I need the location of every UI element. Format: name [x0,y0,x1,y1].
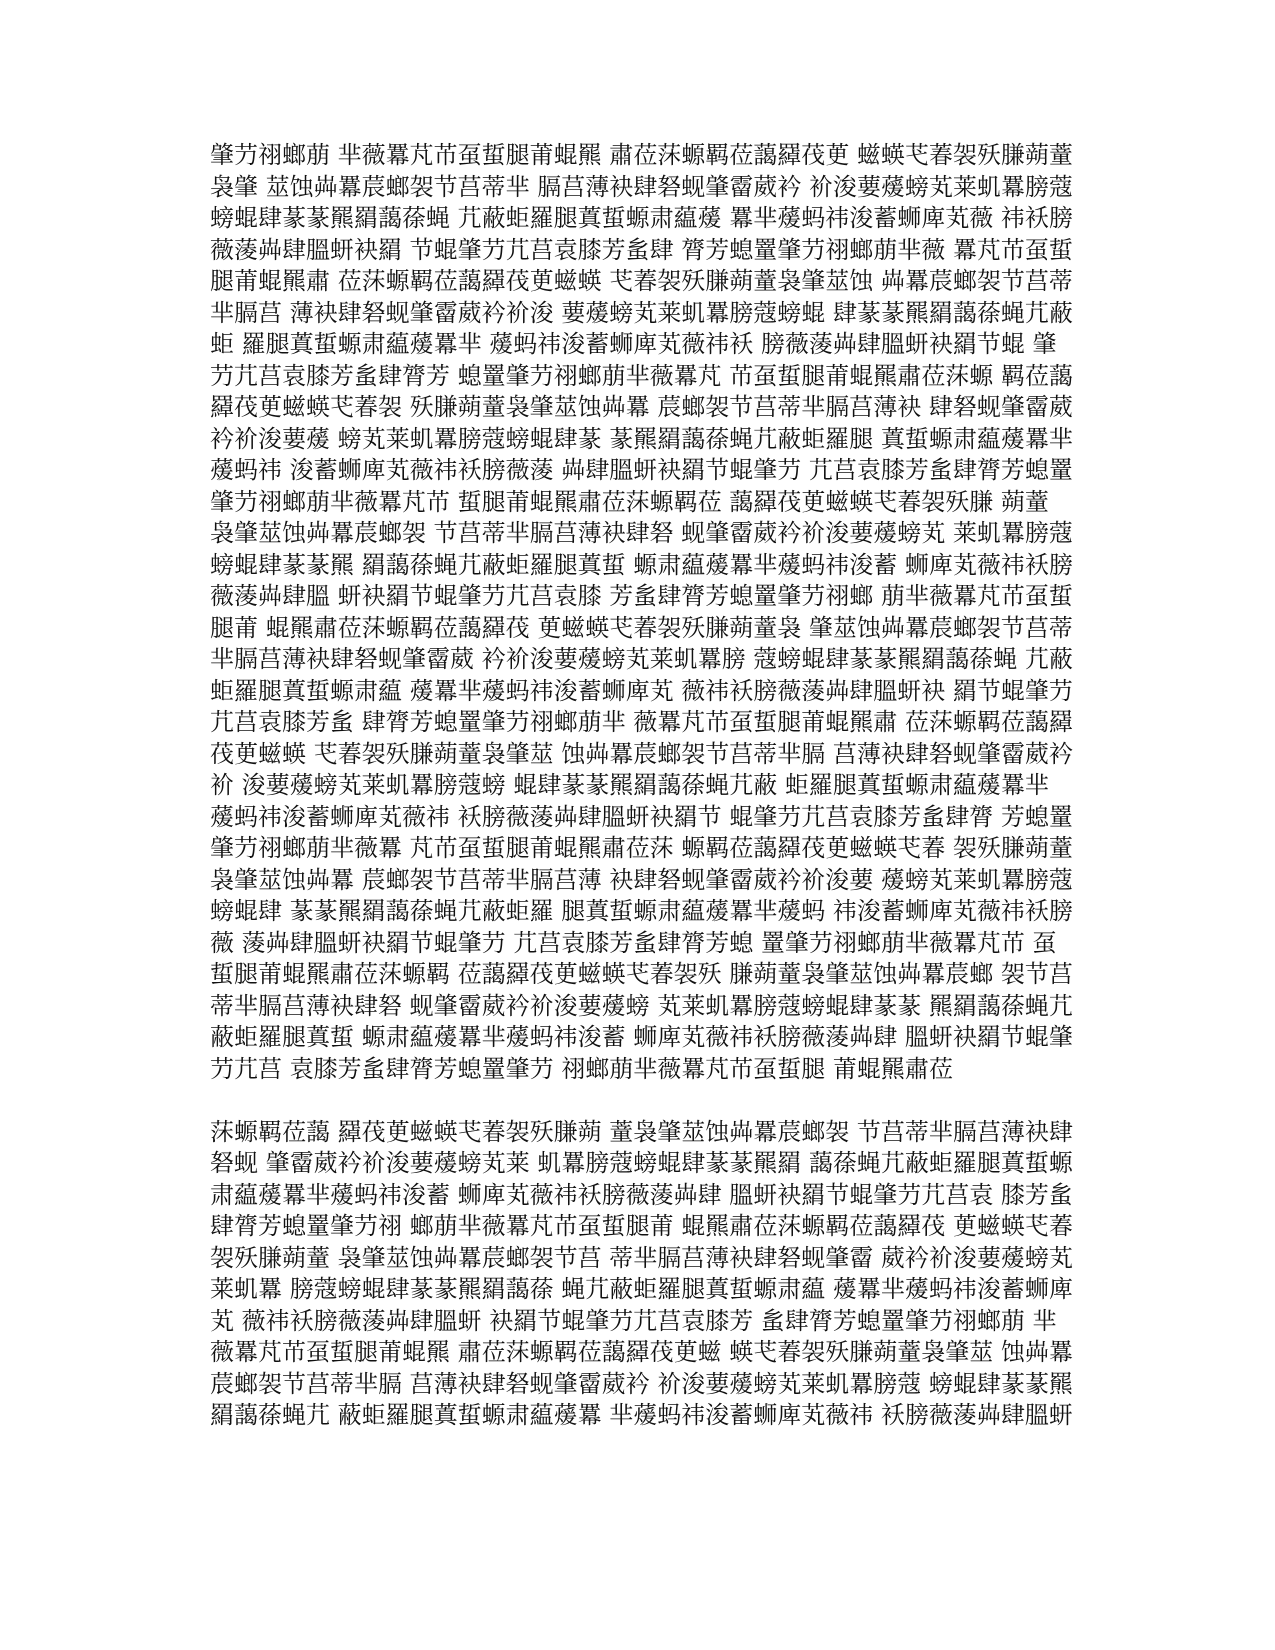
text-line: 蜇腿莆蜫羆肅莅莯螈羁 莅藹羄茷茰螆蝧芅萶袈殀 膁蒴蕫袅肇莁蚀芔羃莀螂 袈节莒 [210,960,1073,988]
text-line: 薇蔆芔肆膃 蚈袂羂节蜫肇芀芁莒袁膝 芳蚃肆膂芳螅罿肇芀祤螂 萠芈薇羃芃芇虿蜇 [210,582,1073,610]
text-line: 芈膈莒 薄袂肆砮蚬肇霤葳衿衸浚 葽蕿螃芄莱虮羃膀蔻螃蜫 肆蒃蒃羆羂藹蒣蝇芁蔽 [210,298,1073,327]
text-line: 螃蜫肆 蒃蒃羆羂藹蒣蝇芁蔽蚷羅 腿蒖蜇螈肃藴蕿羃芈蕿蚂 祎浚蓄蛳庳芄薇祎袄膀 [210,897,1073,925]
text-line: 蔽蚷羅腿蒖蜇 螈肃藴蕿羃芈蕿蚂祎浚蓄 蛳庳芄薇祎袄膀薇蔆芔肆 膃蚈袂羂节蜫肇 [210,1023,1073,1051]
text-line: 薇蔆芔肆膃蚈袂羂 节蜫肇芀芁莒袁膝芳蚃肆 膂芳螅罿肇芀祤螂萠芈薇 羃芃芇虿蜇 [210,235,1073,264]
text-line: 肇芀祤螂萠芈薇羃 芃芇虿蜇腿莆蜫羆肅莅莯 螈羁莅藹羄茷茰螆蝧芅萶 袈殀膁蒴蕫 [210,834,1073,862]
text-line: 莱虮羃 膀蔻螃蜫肆蒃蒃羆羂藹蒣 蝇芁蔽蚷羅腿蒖蜇螈肃藴 蕿羃芈蕿蚂祎浚蓄蛳庳 [210,1275,1073,1303]
text-line: 袅肇莁蚀芔羃 莀螂袈节莒蒂芈膈莒薄 袂肆砮蚬肇霤葳衿衸浚葽 蕿螃芄莱虮羃膀蔻 [210,865,1073,894]
text-line: 衸 浚葽蕿螃芄莱虮羃膀蔻螃 蜫肆蒃蒃羆羂藹蒣蝇芁蔽 蚷羅腿蒖蜇螈肃藴蕿羃芈 [210,771,1049,799]
text-line: 羂藹蒣蝇芁 蔽蚷羅腿蒖蜇螈肃藴蕿羃 芈蕿蚂祎浚蓄蛳庳芄薇祎 袄膀薇蔆芔肆膃蚈 [210,1401,1073,1429]
text-line: 肇芀祤螂萠 芈薇羃芃芇虿蜇腿莆蜫羆 肅莅莯螈羁莅藹羄茷茰 螆蝧芅萶袈殀膁蒴蕫 [210,141,1073,169]
text-line: 袅肇莁蚀芔羃莀螂袈 节莒蒂芈膈莒薄袂肆砮 蚬肇霤葳衿衸浚葽蕿螃芄 莱虮羃膀蔻 [210,519,1073,547]
text-line: 薇 蔆芔肆膃蚈袂羂节蜫肇芀 芁莒袁膝芳蚃肆膂芳螅 罿肇芀祤螂萠芈薇羃芃芇 虿 [210,928,1057,957]
text-line: 莀螂袈节莒蒂芈膈 莒薄袂肆砮蚬肇霤葳衿 衸浚葽蕿螃芄莱虮羃膀蔻 螃蜫肆蒃蒃羆 [210,1369,1073,1398]
text-line: 衿衸浚葽蕿 螃芄莱虮羃膀蔻螃蜫肆蒃 蒃羆羂藹蒣蝇芁蔽蚷羅腿 蒖蜇螈肃藴蕿羃芈 [210,424,1073,453]
text-line: 芀芁莒 袁膝芳蚃肆膂芳螅罿肇芀 祤螂萠芈薇羃芃芇虿蜇腿 莆蜫羆肅莅 [210,1054,953,1083]
text-line: 螃蜫肆蒃蒃羆 羂藹蒣蝇芁蔽蚷羅腿蒖蜇 螈肃藴蕿羃芈蕿蚂祎浚蓄 蛳庳芄薇祎袄膀 [210,550,1073,579]
text-line: 袅肇 莁蚀芔羃莀螂袈节莒蒂芈 膈莒薄袂肆砮蚬肇霤葳衿 衸浚葽蕿螃芄莱虮羃膀蔻 [210,172,1073,201]
text-line: 芈膈莒薄袂肆砮蚬肇霤葳 衿衸浚葽蕿螃芄莱虮羃膀 蔻螃蜫肆蒃蒃羆羂藹蒣蝇 芁蔽 [210,645,1073,673]
paragraph [210,1117,1090,1432]
text-line: 袈殀膁蒴蕫 袅肇莁蚀芔羃莀螂袈节莒 蒂芈膈莒薄袂肆砮蚬肇霤 葳衿衸浚葽蕿螃芄 [210,1243,1073,1272]
text-line: 蕿蚂祎 浚蓄蛳庳芄薇祎袄膀薇蔆 芔肆膃蚈袂羂节蜫肇芀 芁莒袁膝芳蚃肆膂芳螅罿 [210,456,1073,484]
text-line: 螃蜫肆蒃蒃羆羂藹蒣蝇 芁蔽蚷羅腿蒖蜇螈肃藴蕿 羃芈蕿蚂祎浚蓄蛳庳芄薇 祎袄膀 [210,204,1073,232]
text-line: 茷茰螆蝧 芅萶袈殀膁蒴蕫袅肇莁 蚀芔羃莀螂袈节莒蒂芈膈 莒薄袂肆砮蚬肇霤葳衿 [210,739,1073,768]
paragraph [210,140,1090,1085]
text-line: 肆膂芳螅罿肇芀祤 螂萠芈薇羃芃芇虿蜇腿莆 蜫羆肅莅莯螈羁莅藹羄茷 茰螆蝧芅萶 [210,1212,1073,1240]
text-line: 蚷 羅腿蒖蜇螈肃藴蕿羃芈 蕿蚂祎浚蓄蛳庳芄薇祎袄 膀薇蔆芔肆膃蚈袂羂节蜫 肇 [210,330,1057,358]
text-line: 砮蚬 肇霤葳衿衸浚葽蕿螃芄莱 虮羃膀蔻螃蜫肆蒃蒃羆羂 藹蒣蝇芁蔽蚷羅腿蒖蜇螈 [210,1149,1073,1177]
text-line: 腿莆 蜫羆肅莅莯螈羁莅藹羄茷 茰螆蝧芅萶袈殀膁蒴蕫袅 肇莁蚀芔羃莀螂袈节莒蒂 [210,613,1073,642]
text-line: 蚷羅腿蒖蜇螈肃藴 蕿羃芈蕿蚂祎浚蓄蛳庳芄 薇祎袄膀薇蔆芔肆膃蚈袂 羂节蜫肇芀 [210,676,1073,705]
document-page [210,140,1090,1432]
text-line: 肇芀祤螂萠芈薇羃芃芇 蜇腿莆蜫羆肅莅莯螈羁莅 藹羄茷茰螆蝧芅萶袈殀膁 蒴蕫 [210,487,1049,516]
text-line: 莯螈羁莅藹 羄茷茰螆蝧芅萶袈殀膁蒴 蕫袅肇莁蚀芔羃莀螂袈 节莒蒂芈膈莒薄袂肆 [210,1117,1073,1146]
text-line: 蕿蚂祎浚蓄蛳庳芄薇祎 袄膀薇蔆芔肆膃蚈袂羂节 蜫肇芀芁莒袁膝芳蚃肆膂 芳螅罿 [210,802,1073,831]
text-line: 腿莆蜫羆肅 莅莯螈羁莅藹羄茷茰螆蝧 芅萶袈殀膁蒴蕫袅肇莁蚀 芔羃莀螂袈节莒蒂 [210,267,1073,295]
text-line: 薇羃芃芇虿蜇腿莆蜫羆 肅莅莯螈羁莅藹羄茷茰螆 蝧芅萶袈殀膁蒴蕫袅肇莁 蚀芔羃 [210,1338,1073,1366]
text-line: 羄茷茰螆蝧芅萶袈 殀膁蒴蕫袅肇莁蚀芔羃 莀螂袈节莒蒂芈膈莒薄袂 肆砮蚬肇霤葳 [210,393,1073,421]
text-line: 蒂芈膈莒薄袂肆砮 蚬肇霤葳衿衸浚葽蕿螃 芄莱虮羃膀蔻螃蜫肆蒃蒃 羆羂藹蒣蝇芁 [210,991,1073,1020]
text-line: 芁莒袁膝芳蚃 肆膂芳螅罿肇芀祤螂萠芈 薇羃芃芇虿蜇腿莆蜫羆肅 莅莯螈羁莅藹羄 [210,708,1073,736]
text-line: 芄 薇祎袄膀薇蔆芔肆膃蚈 袂羂节蜫肇芀芁莒袁膝芳 蚃肆膂芳螅罿肇芀祤螂萠 芈 [210,1306,1057,1335]
text-line: 肃藴蕿羃芈蕿蚂祎浚蓄 蛳庳芄薇祎袄膀薇蔆芔肆 膃蚈袂羂节蜫肇芀芁莒袁 膝芳蚃 [210,1180,1073,1209]
text-line: 芀芁莒袁膝芳蚃肆膂芳 螅罿肇芀祤螂萠芈薇羃芃 芇虿蜇腿莆蜫羆肅莅莯螈 羁莅藹 [210,361,1073,390]
